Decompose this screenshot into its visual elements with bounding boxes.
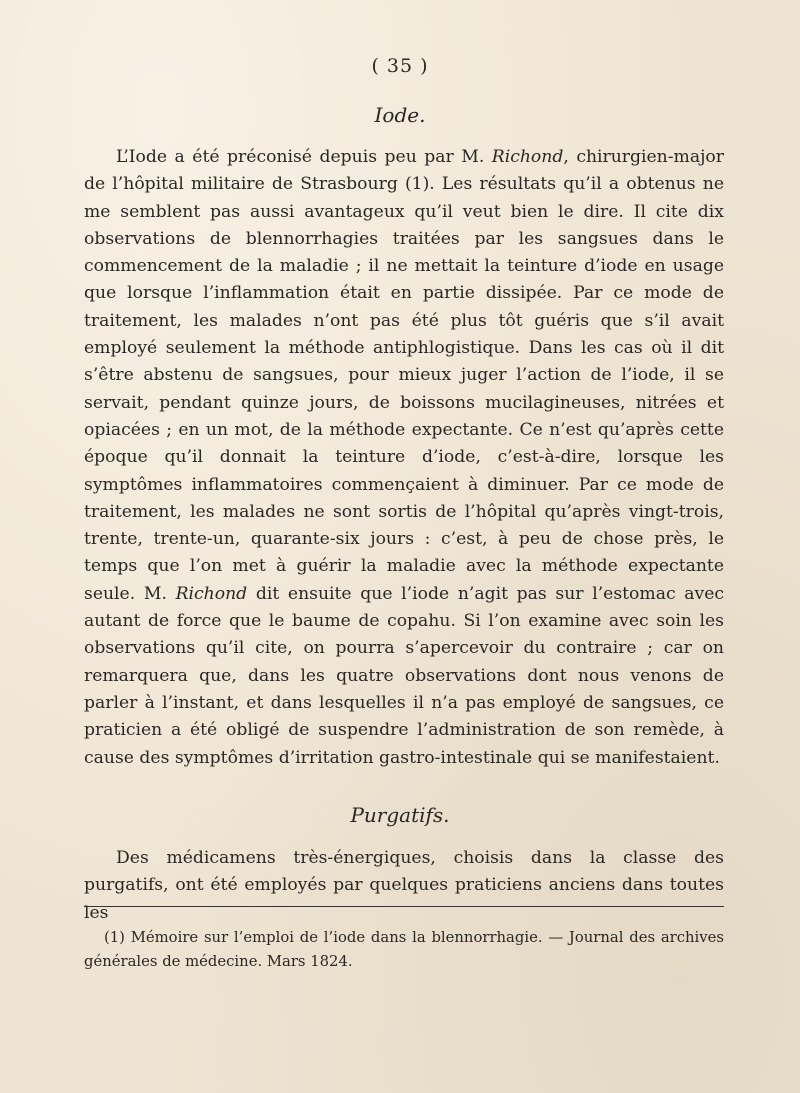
paragraph-iode [84, 144, 724, 772]
page-number: ( 35 ) [371, 55, 429, 77]
paragraph-text: L’Iode a été préconisé depuis peu par M. [116, 147, 492, 167]
paragraph-text: , chirurgien-major de l’hôpital militaire de Strasbourg (1). Les résultats qu’il a obtenus ne me semblent pas aussi avantageux qu’il veut bien le dire. Il cite dix observations de blennorrhagies traitées par les sangsues dans le commencement de la maladie ; il ne mettait la teinture d’iode en usage que lorsque l’inflammation était en partie dissipée. Par ce mode de traitement, les malades n’ont pas été plus tôt guéris que s’il avait employé seulement la méthode antiphlogistique. Dans les cas où il dit s’être abstenu de sangsues, pour mieux juger l’action de l’iode, il se servait, pendant quinze jours, de boissons mucilagineuses, nitrées et opiacées ; en un mot, de la méthode expectante. Ce n’est qu’après cette époque qu’il donnait la teinture d’iode, c’est-à-dire, lorsque les symptômes inflammatoires commençaient à diminuer. Par ce mode de traitement, les malades ne sont sortis de l’hôpital qu’après vingt-trois, trente, trente-un, quarante-six jours : c’est, à peu de chose près, le temps que l’on met à guérir la maladie avec la méthode expectante seule. M. [84, 147, 724, 604]
footnote: (1) Mémoire sur l’emploi de l’iode dans la blennorrhagie. — Journal des archives générales de médecine. Mars 1824. [84, 929, 724, 970]
paragraph-text: dit ensuite que l’iode n’agit pas sur l’estomac avec autant de force que le baume de copahu. Si l’on examine avec soin les observations qu’il cite, on pourra s’apercevoir du contraire ; car on remarquera que, dans les quatre observations dont nous venons de parler à l’instant, et dans lesquelles il n’a pas employé de sangsues, ce praticien a été obligé de suspendre l’administration de son remède, à cause des symptômes d’irritation gastro-intestinale qui se manifestaient. [84, 583, 724, 768]
author-name: Richond [175, 583, 248, 604]
section-title-purgatifs: Purgatifs. [350, 803, 450, 827]
paragraph-purgatifs: Des médicamens très-énergiques, choisis dans la classe des purgatifs, ont été employés par quelques praticiens anciens dans toutes les [84, 848, 724, 923]
author-name: Richond [491, 147, 564, 167]
footnote-divider [84, 906, 724, 907]
section-title-iode: Iode. [374, 103, 426, 127]
